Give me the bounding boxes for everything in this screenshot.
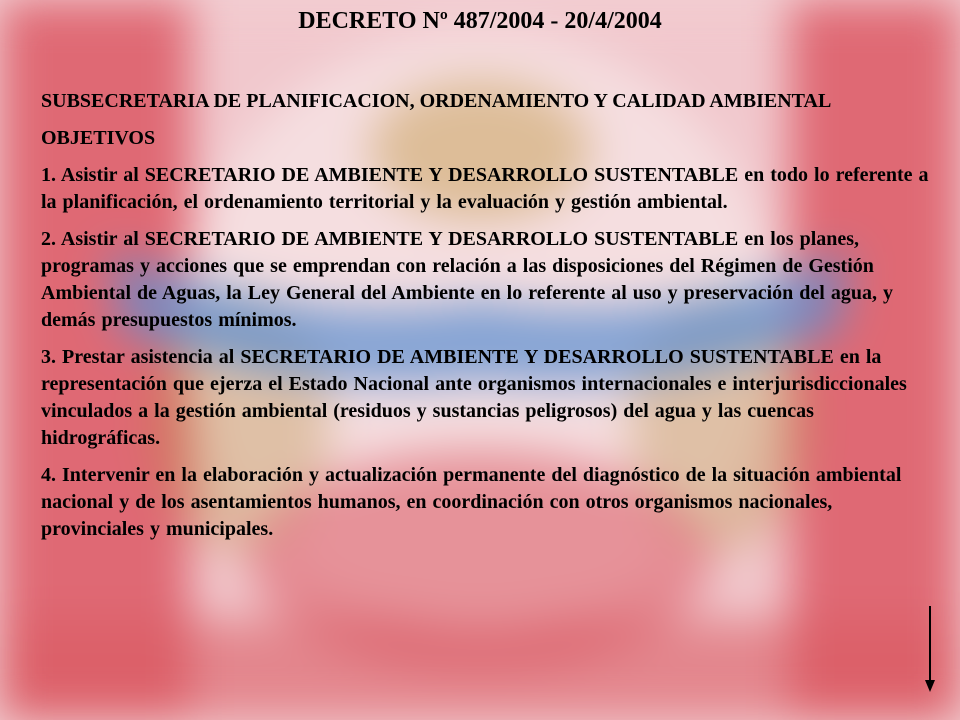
objective-item-4: 4. Intervenir en la elaboración y actualización permanente del diagnóstico de la situación ambiental nacional y de los asentamientos humanos, en coordinación con otros organismos nacionales, provinciales y municipales. xyxy=(41,464,902,540)
slide-title: DECRETO Nº 487/2004 - 20/4/2004 xyxy=(298,8,662,34)
decree-content xyxy=(41,88,931,553)
objective-item-1: 1. Asistir al SECRETARIO DE AMBIENTE Y DESARROLLO SUSTENTABLE en todo lo referente a la planificación, el ordenamiento territorial y la evaluación y gestión ambiental. xyxy=(41,164,929,213)
objective-item-2: 2. Asistir al SECRETARIO DE AMBIENTE Y DESARROLLO SUSTENTABLE en los planes, programas y acciones que se emprendan con relación a las disposiciones del Régimen de Gestión Ambiental de Aguas, la Ley General del Ambiente en lo referente al uso y preservación del agua, y demás presupuestos mínimos. xyxy=(41,228,893,331)
objective-item-3: 3. Prestar asistencia al SECRETARIO DE AMBIENTE Y DESARROLLO SUSTENTABLE en la representación que ejerza el Estado Nacional ante organismos internacionales e interjurisdiccionales vinculados a la gestión ambiental (residuos y sustancias peligrosos) del agua y las cuencas hidrográficas. xyxy=(41,346,907,449)
section-heading: SUBSECRETARIA DE PLANIFICACION, ORDENAMIENTO Y CALIDAD AMBIENTAL xyxy=(41,90,832,112)
down-arrow-icon[interactable] xyxy=(920,606,940,692)
objectives-label: OBJETIVOS xyxy=(41,127,156,149)
